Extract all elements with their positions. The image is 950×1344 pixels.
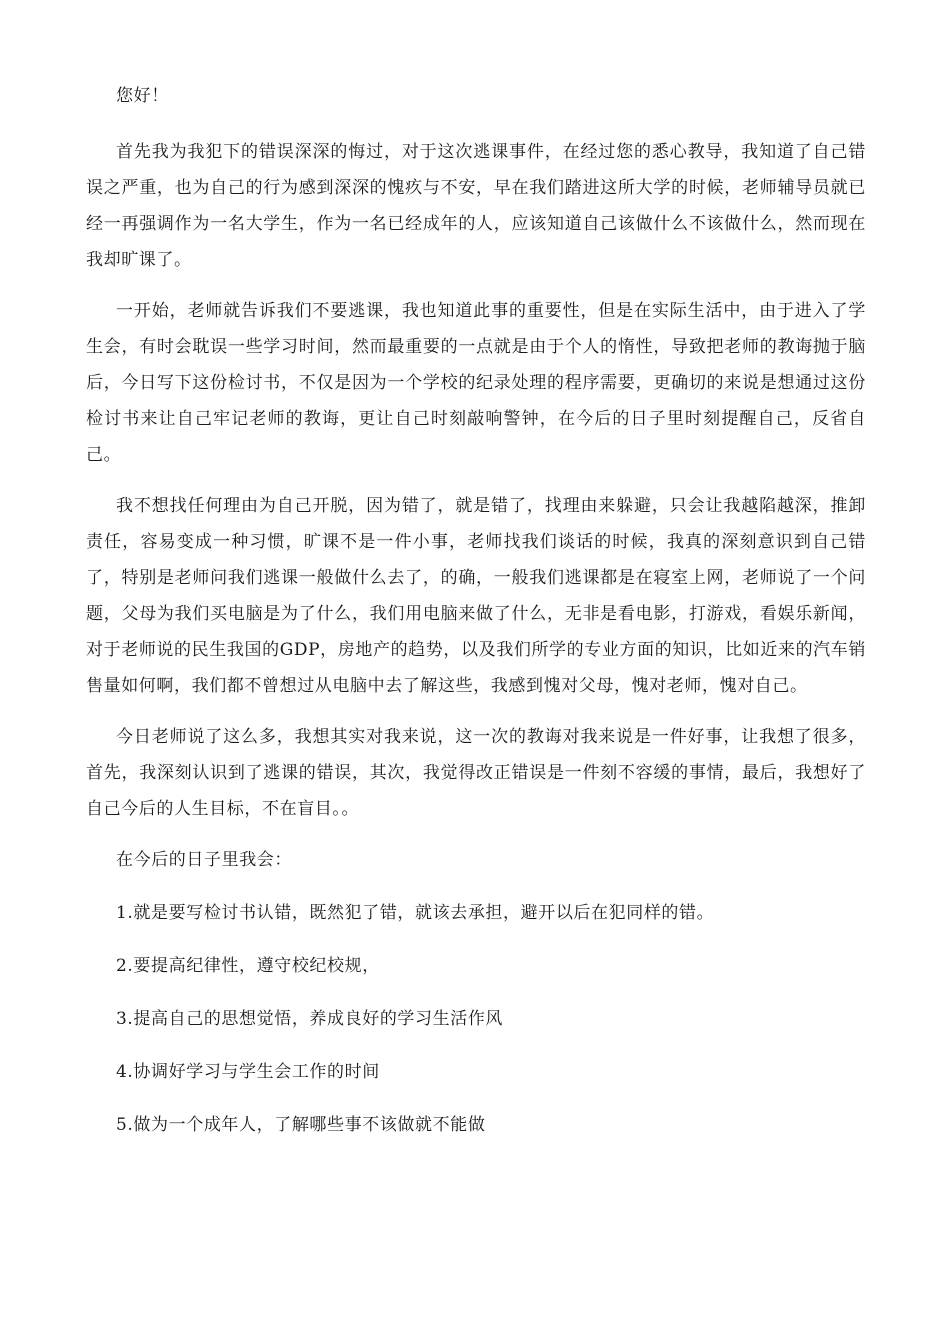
paragraph-1: 首先我为我犯下的错误深深的悔过，对于这次逃课事件，在经过您的悉心教导，我知道了自己错误之严重，也为自己的行为感到深深的愧疚与不安，早在我们踏进这所大学的时候，老师辅导员就已经一再强调作为一名大学生，作为一名已经成年的人，应该知道自己该做什么不该做什么，然而现在我却旷课了。	[86, 142, 866, 270]
list-item-5: 5.做为一个成年人，了解哪些事不该做就不能做	[116, 1115, 486, 1135]
paragraph-4: 今日老师说了这么多，我想其实对我来说，这一次的教诲对我来说是一件好事，让我想了很多，首先，我深刻认识到了逃课的错误，其次，我觉得改正错误是一件刻不容缓的事情，最后，我想好了自己今后的人生目标，不在盲目。。	[86, 727, 866, 819]
list-item-2: 2.要提高纪律性，遵守校纪校规，	[116, 956, 380, 976]
paragraph-3: 我不想找任何理由为自己开脱，因为错了，就是错了，找理由来躲避，只会让我越陷越深，推卸责任，容易变成一种习惯，旷课不是一件小事，老师找我们谈话的时候，我真的深刻意识到自己错了，特别是老师问我们逃课一般做什么去了，的确，一般我们逃课都是在寝室上网，老师说了一个问题，父母为我们买电脑是为了什么，我们用电脑来做了什么，无非是看电影，打游戏，看娱乐新闻，对于老师说的民生我国的GDP，房地产的趋势，以及我们所学的专业方面的知识，比如近来的汽车销售量如何啊，我们都不曾想过从电脑中去了解这些，我感到愧对父母，愧对老师，愧对自己。	[86, 496, 866, 696]
list-item-4: 4.协调好学习与学生会工作的时间	[116, 1062, 380, 1082]
list-item-1: 1.就是要写检讨书认错，既然犯了错，就该去承担，避开以后在犯同样的错。	[116, 903, 715, 923]
list-item-3: 3.提高自己的思想觉悟，养成良好的学习生活作风	[116, 1009, 504, 1029]
list-intro: 在今后的日子里我会：	[116, 850, 292, 870]
paragraph-2: 一开始，老师就告诉我们不要逃课，我也知道此事的重要性，但是在实际生活中，由于进入了学生会，有时会耽误一些学习时间，然而最重要的一点就是由于个人的惰性，导致把老师的教诲抛于脑后，今日写下这份检讨书，不仅是因为一个学校的纪录处理的程序需要，更确切的来说是想通过这份检讨书来让自己牢记老师的教诲，更让自己时刻敲响警钟，在今后的日子里时刻提醒自己，反省自己。	[86, 301, 866, 465]
greeting: 您好！	[116, 86, 169, 106]
document-body	[86, 78, 866, 1160]
